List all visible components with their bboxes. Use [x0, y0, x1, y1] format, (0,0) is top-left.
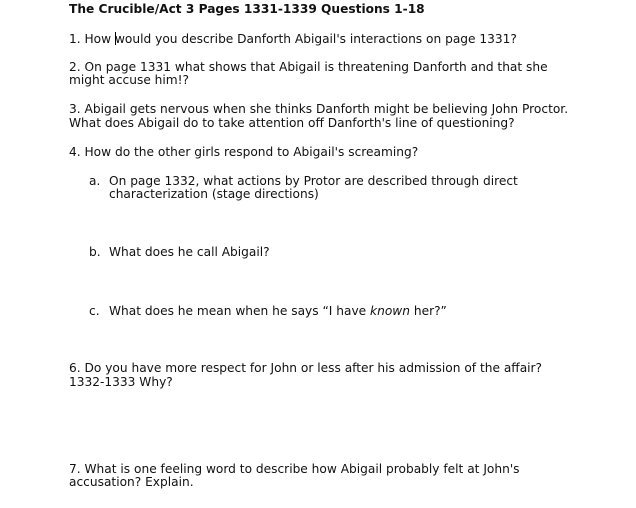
question-2-line-1: 2. On page 1331 what shows that Abigail is threatening Danforth and that she	[69, 60, 548, 74]
question-4c-italic-word: known	[370, 304, 410, 318]
question-3-line-1: 3. Abigail gets nervous when she thinks Danforth might be believing John Proctor.	[69, 102, 569, 116]
question-4a-line-1: On page 1332, what actions by Protor are described through direct	[109, 174, 518, 188]
document-title: The Crucible/Act 3 Pages 1331-1339 Questions 1-18	[69, 2, 425, 16]
question-7-line-1: 7. What is one feeling word to describe how Abigail probably felt at John's	[69, 462, 520, 476]
question-4c-text-end: her?”	[409, 304, 447, 318]
question-4c-text	[109, 305, 447, 318]
question-6-line-1: 6. Do you have more respect for John or less after his admission of the affair?	[69, 361, 543, 375]
question-1-rest: would you describe Danforth Abigail's interactions on page 1331?	[114, 32, 517, 46]
question-2-line-2: might accuse him!?	[69, 73, 190, 87]
question-1	[69, 32, 599, 46]
question-3-line-2: What does Abigail do to take attention off Danforth's line of questioning?	[69, 116, 515, 130]
question-7-line-2: accusation? Explain.	[69, 475, 194, 489]
question-1-start: 1. How	[69, 32, 115, 46]
question-4: 4. How do the other girls respond to Abigail's screaming?	[69, 145, 419, 159]
question-4b-text: What does he call Abigail?	[109, 245, 270, 259]
list-marker-a: a.	[89, 174, 101, 188]
list-marker-c: c.	[89, 304, 100, 318]
question-4c-text-start: What does he mean when he says “I have	[109, 304, 371, 318]
question-6-line-2: 1332-1333 Why?	[69, 375, 173, 389]
list-marker-b: b.	[89, 245, 101, 259]
question-4a-line-2: characterization (stage directions)	[109, 187, 319, 201]
